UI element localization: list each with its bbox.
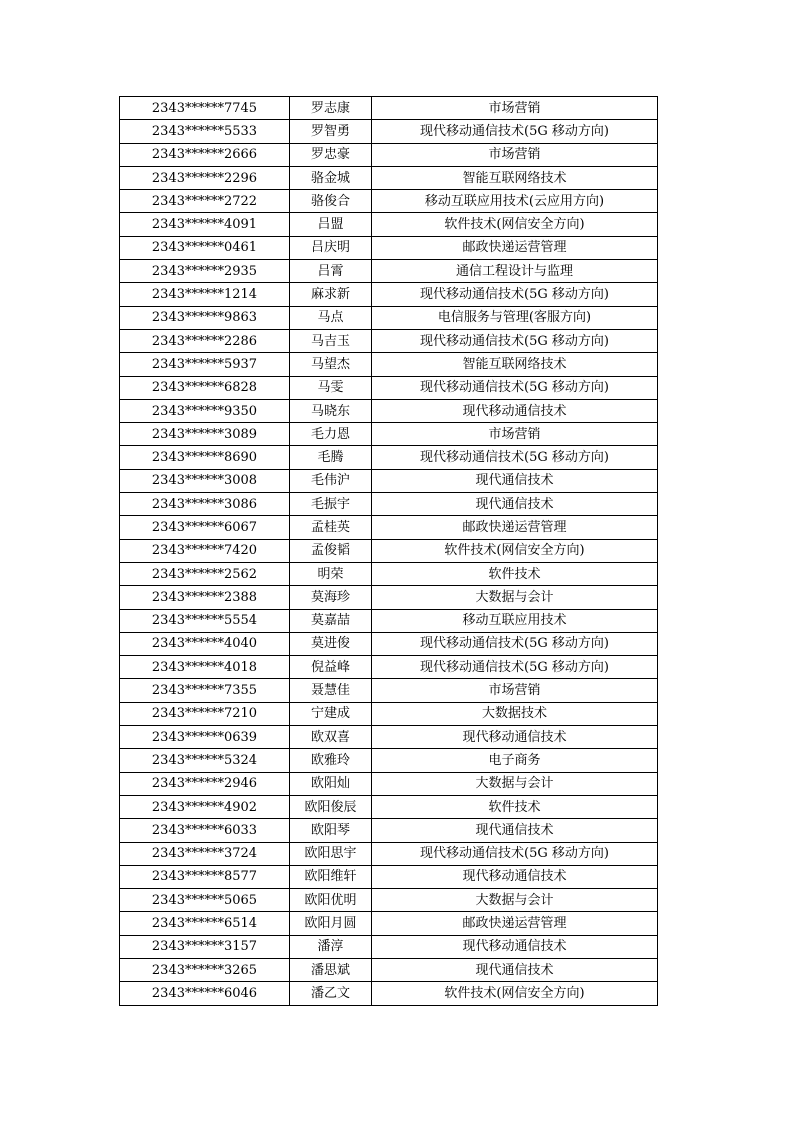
table-row [120, 772, 658, 795]
table-row [120, 819, 658, 842]
major-cell: 智能互联网络技术 [372, 166, 658, 189]
table-row [120, 562, 658, 585]
student-id-cell: 2343******8577 [120, 865, 290, 888]
student-id-cell: 2343******9863 [120, 306, 290, 329]
major-cell: 软件技术(网信安全方向) [372, 539, 658, 562]
major-cell: 大数据与会计 [372, 889, 658, 912]
student-id-cell: 2343******6828 [120, 376, 290, 399]
student-id-cell: 2343******9350 [120, 399, 290, 422]
student-id-cell: 2343******4902 [120, 795, 290, 818]
student-id-cell: 2343******2666 [120, 143, 290, 166]
student-id-cell: 2343******1214 [120, 283, 290, 306]
student-id-cell: 2343******6067 [120, 516, 290, 539]
student-id-cell: 2343******5937 [120, 353, 290, 376]
major-cell: 现代移动通信技术(5G 移动方向) [372, 283, 658, 306]
table-row [120, 842, 658, 865]
student-name-cell: 罗忠豪 [290, 143, 372, 166]
major-cell: 移动互联应用技术(云应用方向) [372, 190, 658, 213]
table-row [120, 399, 658, 422]
student-name-cell: 毛腾 [290, 446, 372, 469]
table-row [120, 958, 658, 981]
student-id-cell: 2343******2388 [120, 586, 290, 609]
major-cell: 现代移动通信技术 [372, 726, 658, 749]
student-name-cell: 毛振宇 [290, 493, 372, 516]
student-id-cell: 2343******3089 [120, 423, 290, 446]
table-row [120, 935, 658, 958]
table-row [120, 632, 658, 655]
major-cell: 软件技术(网信安全方向) [372, 213, 658, 236]
student-id-cell: 2343******6514 [120, 912, 290, 935]
student-id-cell: 2343******2296 [120, 166, 290, 189]
major-cell: 大数据与会计 [372, 586, 658, 609]
student-name-cell: 莫进俊 [290, 632, 372, 655]
major-cell: 现代通信技术 [372, 493, 658, 516]
table-row [120, 469, 658, 492]
table-row [120, 586, 658, 609]
table-row [120, 982, 658, 1005]
table-row [120, 423, 658, 446]
major-cell: 通信工程设计与监理 [372, 260, 658, 283]
table-row [120, 306, 658, 329]
table-row [120, 865, 658, 888]
major-cell: 现代通信技术 [372, 469, 658, 492]
student-name-cell: 吕庆明 [290, 236, 372, 259]
student-name-cell: 欧阳月圆 [290, 912, 372, 935]
student-name-cell: 聂慧佳 [290, 679, 372, 702]
student-id-cell: 2343******5554 [120, 609, 290, 632]
major-cell: 大数据技术 [372, 702, 658, 725]
major-cell: 市场营销 [372, 143, 658, 166]
major-cell: 现代移动通信技术(5G 移动方向) [372, 376, 658, 399]
student-id-cell: 2343******7420 [120, 539, 290, 562]
student-name-cell: 麻求新 [290, 283, 372, 306]
table-row [120, 120, 658, 143]
major-cell: 软件技术 [372, 795, 658, 818]
table-row [120, 726, 658, 749]
student-name-cell: 吕霄 [290, 260, 372, 283]
student-name-cell: 莫嘉喆 [290, 609, 372, 632]
major-cell: 现代移动通信技术(5G 移动方向) [372, 446, 658, 469]
student-id-cell: 2343******4018 [120, 656, 290, 679]
student-name-cell: 孟桂英 [290, 516, 372, 539]
student-id-cell: 2343******2946 [120, 772, 290, 795]
student-name-cell: 欧阳思宇 [290, 842, 372, 865]
table-row [120, 166, 658, 189]
student-id-cell: 2343******5533 [120, 120, 290, 143]
major-cell: 邮政快递运营管理 [372, 912, 658, 935]
student-id-cell: 2343******3265 [120, 958, 290, 981]
student-name-cell: 罗智勇 [290, 120, 372, 143]
student-name-cell: 马晓东 [290, 399, 372, 422]
student-name-cell: 马点 [290, 306, 372, 329]
major-cell: 现代移动通信技术(5G 移动方向) [372, 656, 658, 679]
student-name-cell: 倪益峰 [290, 656, 372, 679]
table-row [120, 260, 658, 283]
student-id-cell: 2343******4091 [120, 213, 290, 236]
major-cell: 邮政快递运营管理 [372, 516, 658, 539]
student-id-cell: 2343******2935 [120, 260, 290, 283]
student-id-cell: 2343******7745 [120, 97, 290, 120]
table-row [120, 539, 658, 562]
table-row [120, 143, 658, 166]
major-cell: 软件技术 [372, 562, 658, 585]
student-id-cell: 2343******7210 [120, 702, 290, 725]
major-cell: 现代移动通信技术(5G 移动方向) [372, 120, 658, 143]
table-row [120, 213, 658, 236]
table-row [120, 190, 658, 213]
major-cell: 现代移动通信技术(5G 移动方向) [372, 632, 658, 655]
table-row [120, 446, 658, 469]
major-cell: 现代通信技术 [372, 819, 658, 842]
student-id-cell: 2343******7355 [120, 679, 290, 702]
student-id-cell: 2343******2286 [120, 329, 290, 352]
student-id-cell: 2343******3724 [120, 842, 290, 865]
student-id-cell: 2343******2562 [120, 562, 290, 585]
student-name-cell: 欧双喜 [290, 726, 372, 749]
student-name-cell: 明荣 [290, 562, 372, 585]
table-row [120, 236, 658, 259]
roster-body [120, 97, 658, 1006]
major-cell: 现代移动通信技术 [372, 399, 658, 422]
table-row [120, 516, 658, 539]
student-name-cell: 马雯 [290, 376, 372, 399]
major-cell: 现代移动通信技术 [372, 865, 658, 888]
student-id-cell: 2343******2722 [120, 190, 290, 213]
table-row [120, 795, 658, 818]
student-id-cell: 2343******3086 [120, 493, 290, 516]
student-id-cell: 2343******4040 [120, 632, 290, 655]
student-id-cell: 2343******6046 [120, 982, 290, 1005]
table-row [120, 376, 658, 399]
student-id-cell: 2343******5324 [120, 749, 290, 772]
major-cell: 现代通信技术 [372, 958, 658, 981]
major-cell: 市场营销 [372, 423, 658, 446]
student-name-cell: 潘思斌 [290, 958, 372, 981]
major-cell: 大数据与会计 [372, 772, 658, 795]
student-id-cell: 2343******5065 [120, 889, 290, 912]
major-cell: 智能互联网络技术 [372, 353, 658, 376]
table-row [120, 609, 658, 632]
student-roster-table [119, 96, 658, 1006]
major-cell: 现代移动通信技术(5G 移动方向) [372, 842, 658, 865]
student-name-cell: 马吉玉 [290, 329, 372, 352]
student-name-cell: 欧阳俊辰 [290, 795, 372, 818]
table-row [120, 97, 658, 120]
student-name-cell: 宁建成 [290, 702, 372, 725]
major-cell: 邮政快递运营管理 [372, 236, 658, 259]
student-name-cell: 欧阳维轩 [290, 865, 372, 888]
student-id-cell: 2343******3157 [120, 935, 290, 958]
student-name-cell: 罗志康 [290, 97, 372, 120]
student-name-cell: 欧阳灿 [290, 772, 372, 795]
student-name-cell: 骆俊合 [290, 190, 372, 213]
student-name-cell: 毛力恩 [290, 423, 372, 446]
major-cell: 现代移动通信技术 [372, 935, 658, 958]
student-name-cell: 潘淳 [290, 935, 372, 958]
major-cell: 软件技术(网信安全方向) [372, 982, 658, 1005]
table-row [120, 889, 658, 912]
student-name-cell: 潘乙文 [290, 982, 372, 1005]
table-row [120, 329, 658, 352]
table-row [120, 283, 658, 306]
major-cell: 移动互联应用技术 [372, 609, 658, 632]
table-row [120, 749, 658, 772]
major-cell: 现代移动通信技术(5G 移动方向) [372, 329, 658, 352]
student-name-cell: 莫海珍 [290, 586, 372, 609]
student-name-cell: 吕盟 [290, 213, 372, 236]
student-name-cell: 毛伟沪 [290, 469, 372, 492]
table-row [120, 353, 658, 376]
major-cell: 市场营销 [372, 679, 658, 702]
student-id-cell: 2343******8690 [120, 446, 290, 469]
major-cell: 电信服务与管理(客服方向) [372, 306, 658, 329]
student-id-cell: 2343******0639 [120, 726, 290, 749]
table-row [120, 702, 658, 725]
student-name-cell: 马望杰 [290, 353, 372, 376]
table-row [120, 679, 658, 702]
table-row [120, 493, 658, 516]
student-id-cell: 2343******3008 [120, 469, 290, 492]
table-row [120, 656, 658, 679]
student-name-cell: 欧雅玲 [290, 749, 372, 772]
student-name-cell: 骆金城 [290, 166, 372, 189]
major-cell: 市场营销 [372, 97, 658, 120]
student-id-cell: 2343******6033 [120, 819, 290, 842]
student-name-cell: 欧阳琴 [290, 819, 372, 842]
table-row [120, 912, 658, 935]
student-name-cell: 欧阳优明 [290, 889, 372, 912]
student-id-cell: 2343******0461 [120, 236, 290, 259]
major-cell: 电子商务 [372, 749, 658, 772]
student-name-cell: 孟俊韬 [290, 539, 372, 562]
